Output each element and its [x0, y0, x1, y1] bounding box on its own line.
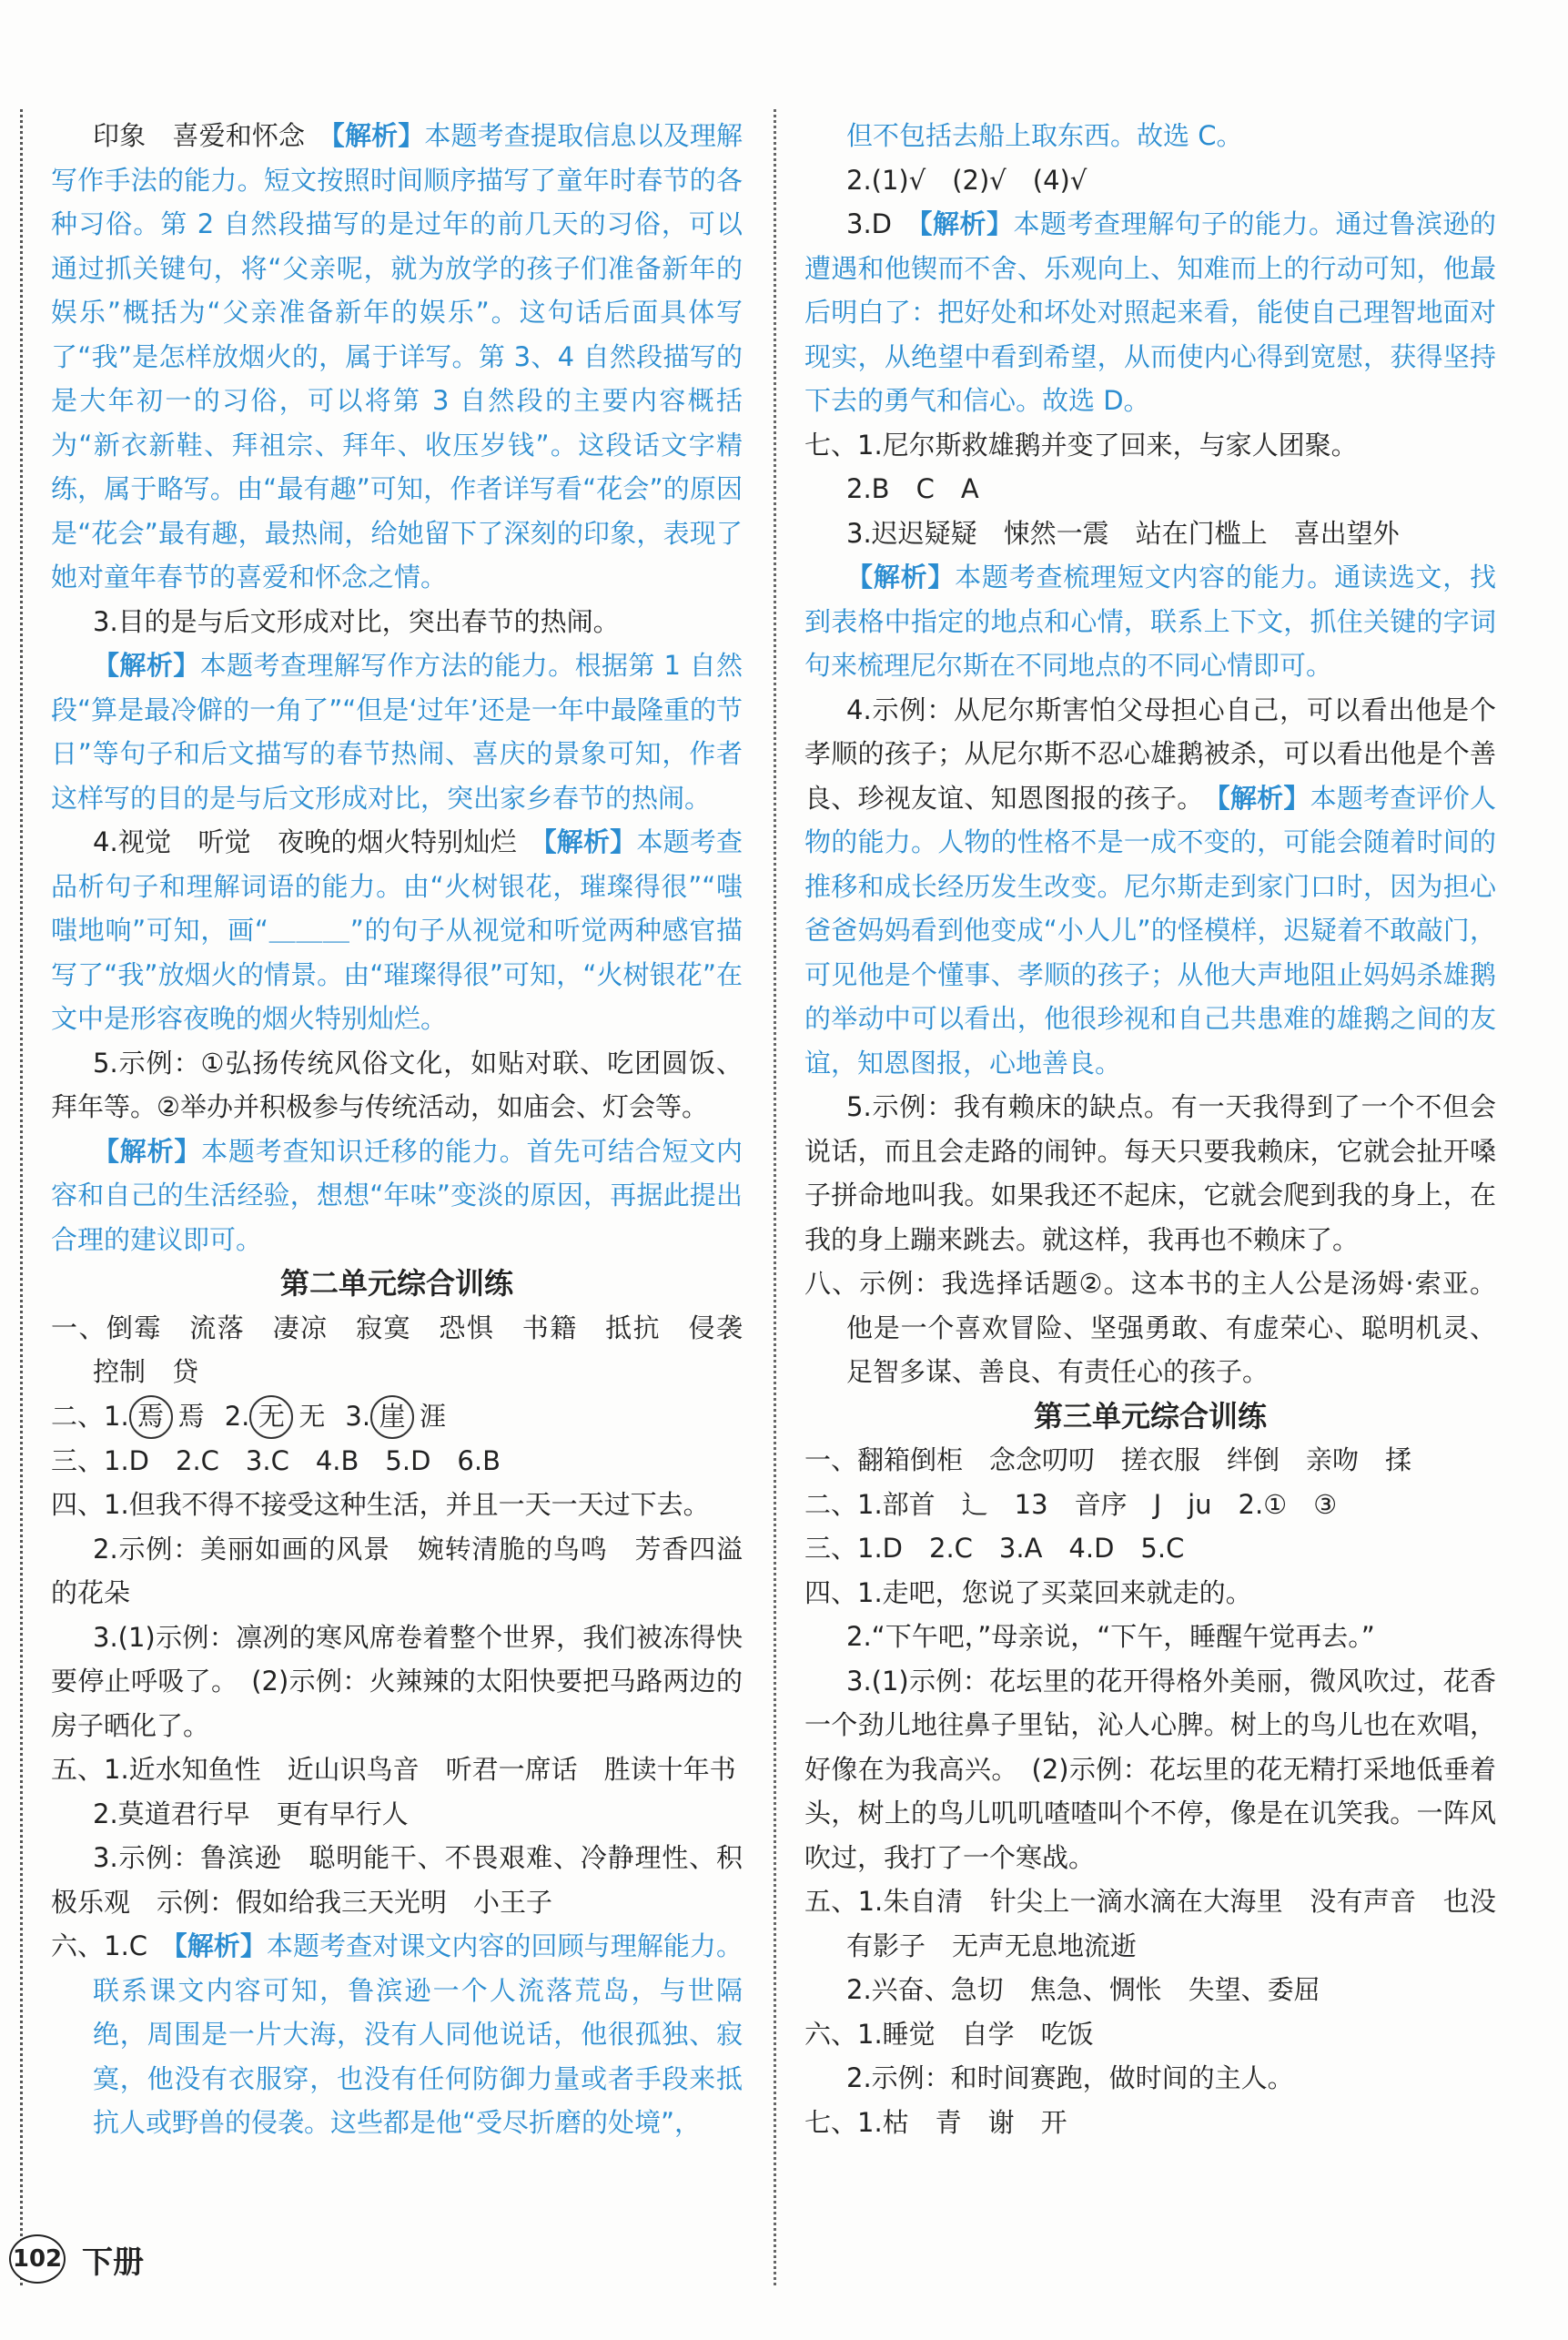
answer-text: 5.示例：我有赖床的缺点。有一天我得到了一个不但会说话，而且会走路的闹钟。每天只要我赖床，它就会扯开嗓子拼命地叫我。如果我还不起床，它就会爬到我的身上，在我的身上蹦来跳去。就这样，我再也不赖床了。	[804, 1091, 1496, 1255]
answer-paragraph	[804, 2101, 1496, 2145]
analysis-tag: 【解析】	[1217, 782, 1310, 814]
answer-prefix: 二、	[51, 1400, 105, 1432]
answer-paragraph	[804, 512, 1496, 556]
answer-paragraph	[51, 1527, 743, 1616]
answer-text: 5.示例：①弘扬传统风俗文化，如贴对联、吃团圆饭、拜年等。②举办并积极参与传统活动，如庙会、灯会等。	[51, 1047, 743, 1122]
analysis-tag: 【解析】	[93, 650, 200, 681]
answer-text: 八、示例：我选择话题②。这本书的主人公是汤姆·索亚。他是一个喜欢冒险、坚强勇敢、有虚荣心、聪明机灵、足智多谋、善良、有责任心的孩子。	[804, 1268, 1496, 1387]
answer-paragraph	[51, 1483, 743, 1527]
answer-character: 涯	[420, 1400, 447, 1432]
answer-text: 3.迟迟疑疑 悚然一震 站在门槛上 喜出望外	[846, 517, 1400, 549]
answer-paragraph	[51, 114, 743, 600]
analysis-text: 本题考查知识迁移的能力。首先可结合短文内容和自己的生活经验，想想“年味”变淡的原因，再据此提出合理的建议即可。	[51, 1135, 743, 1255]
answer-character: 无	[298, 1400, 326, 1432]
analysis-text: 本题考查提取信息以及理解写作手法的能力。短文按照时间顺序描写了童年时春节的各种习俗。第 2 自然段描写的是过年的前几天的习俗，可以通过抓关键句，将“父亲呢，就为放学的孩子们准备新年的娱乐”概括为“父亲准备新年的娱乐”。这句话后面具体写了“我”是怎样放烟火的，属于详写。第 3、4 自然段描写的是大年初一的习俗，可以将第 3 自然段的主要内容概括为“新衣新鞋、拜祖宗、拜年、收压岁钱”。这段话文字精练，属于略写。由“最有趣”可知，作者详写看“花会”的原因是“花会”最有趣，最热闹，给她留下了深刻的印象，表现了她对童年春节的喜爱和怀念之情。	[51, 120, 743, 593]
answer-text: 2.示例：美丽如画的风景 婉转清脆的鸟鸣 芳香四溢的花朵	[51, 1533, 743, 1608]
answer-paragraph	[51, 1439, 743, 1484]
answer-paragraph	[804, 1571, 1496, 1616]
answer-text: 2.兴奋、急切 焦急、惆怅 失望、委屈	[846, 1974, 1320, 2005]
answer-text: 2.“下午吧，”母亲说，“下午，睡醒午觉再去。”	[846, 1621, 1375, 1652]
answer-paragraph	[804, 1085, 1496, 1261]
answer-paragraph	[804, 1526, 1496, 1571]
analysis-tag: 【解析】	[331, 120, 425, 151]
answer-paragraph	[51, 820, 743, 1041]
answer-paragraph	[804, 2012, 1496, 2057]
answer-paragraph	[51, 1616, 743, 1748]
section-title: 第三单元综合训练	[1033, 1398, 1267, 1433]
answer-paragraph	[804, 1659, 1496, 1880]
answer-paragraph	[51, 1129, 743, 1262]
answer-text: 2.莫道君行早 更有早行人	[93, 1798, 409, 1829]
answer-paragraph	[804, 2056, 1496, 2101]
answer-number: 1.	[104, 1400, 129, 1432]
analysis-tag: 【解析】	[543, 826, 637, 857]
answer-text: 3.D	[846, 208, 919, 239]
page-footer	[9, 2234, 144, 2284]
answer-paragraph	[804, 1438, 1496, 1483]
answer-paragraph	[804, 1968, 1496, 2012]
answer-paragraph	[804, 1879, 1496, 1968]
left-margin-dotted-line	[20, 109, 23, 2285]
answer-number: 2.	[224, 1400, 250, 1432]
answer-paragraph	[804, 555, 1496, 688]
answer-paragraph	[804, 1261, 1496, 1394]
answer-text: 三、1.D 2.C 3.C 4.B 5.D 6.B	[51, 1444, 501, 1476]
answer-text: 七、1.枯 青 谢 开	[804, 2106, 1067, 2138]
answer-text: 3.(1)示例：凛冽的寒风席卷着整个世界，我们被冻得快要停止呼吸了。 (2)示例：火辣辣的太阳快要把马路两边的房子晒化了。	[51, 1621, 743, 1741]
answer-paragraph	[51, 1836, 743, 1924]
answer-paragraph	[51, 643, 743, 820]
answer-text: 3.示例：鲁滨逊 聪明能干、不畏艰难、冷静理性、积极乐观 示例：假如给我三天光明 小王子	[51, 1842, 743, 1918]
analysis-text: 但不包括去船上取东西。故选 C。	[846, 120, 1243, 151]
answer-character: 焉	[177, 1400, 205, 1432]
answer-text: 4.示例：从尼尔斯害怕父母担心自己，可以看出他是个孝顺的孩子；从尼尔斯不忍心雄鹅被杀，可以看出他是个善良、珍视友谊、知恩图报的孩子。	[804, 694, 1496, 814]
analysis-tag: 【解析】	[93, 1135, 202, 1167]
answer-text: 四、1.但我不得不接受这种生活，并且一天一天过下去。	[51, 1489, 710, 1520]
answer-text: 四、1.走吧，您说了买菜回来就走的。	[804, 1576, 1252, 1608]
column-divider	[774, 109, 776, 2285]
answer-number: 3.	[345, 1400, 371, 1432]
answer-paragraph	[51, 1792, 743, 1837]
answer-paragraph	[51, 600, 743, 644]
answer-text: 六、1.睡觉 自学 吃饭	[804, 2018, 1094, 2050]
answer-paragraph	[804, 1615, 1496, 1659]
answer-line-circled	[51, 1394, 743, 1439]
answer-text: 2.示例：和时间赛跑，做时间的主人。	[846, 2062, 1294, 2093]
answer-text: 七、1.尼尔斯救雄鹅并变了回来，与家人团聚。	[804, 429, 1358, 461]
analysis-text: 本题考查理解句子的能力。通过鲁滨逊的遭遇和他锲而不舍、乐观向上、知难而上的行动可知，他最后明白了：把好处和坏处对照起来看，能使自己理智地面对现实，从绝望中看到希望，从而使内心得到宽慰，获得坚持下去的勇气和信心。故选 D。	[804, 208, 1496, 416]
answer-paragraph	[804, 114, 1496, 158]
answer-text: 五、1.近水知鱼性 近山识鸟音 听君一席话 胜读十年书	[51, 1754, 736, 1785]
answer-text: 2.B C A	[846, 473, 979, 504]
answer-text: 2.(1)√ (2)√ (4)√	[846, 164, 1087, 196]
answer-paragraph	[804, 1483, 1496, 1527]
answer-text: 3.(1)示例：花坛里的花开得格外美丽，微风吹过，花香一个劲儿地往鼻子里钻，沁人心脾。树上的鸟儿也在欢唱，好像在为我高兴。 (2)示例：花坛里的花无精打采地低垂着头，树上的鸟儿叽叽喳喳叫个不停，像是在讥笑我。一阵风吹过，我打了一个寒战。	[804, 1665, 1496, 1873]
analysis-text: 本题考查对课文内容的回顾与理解能力。联系课文内容可知，鲁滨逊一个人流落荒岛，与世隔绝，周围是一片大海，没有人同他说话，他很孤独、寂寞，他没有衣服穿，也没有任何防御力量或者手段来抵抗人或野兽的侵袭。这些都是他“受尽折磨的处境”，	[93, 1930, 743, 2138]
answer-text: 印象 喜爱和怀念	[93, 120, 332, 151]
answer-paragraph	[51, 1747, 743, 1792]
answer-paragraph	[804, 688, 1496, 1086]
answer-text: 五、1.朱自清 针尖上一滴水滴在大海里 没有声音 也没有影子 无声无息地流逝	[804, 1886, 1496, 1961]
analysis-text: 本题考查理解写作方法的能力。根据第 1 自然段“算是最冷僻的一角了”“但是‘过年’还是一年中最隆重的节日”等句子和后文描写的春节热闹、喜庆的景象可知，作者这样写的目的是与后文形成对比，突出家乡春节的热闹。	[51, 650, 743, 814]
section-title: 第二单元综合训练	[279, 1266, 513, 1301]
analysis-tag: 【解析】	[919, 208, 1014, 239]
answer-paragraph	[804, 423, 1496, 468]
answer-paragraph	[51, 1041, 743, 1129]
analysis-tag: 【解析】	[174, 1930, 267, 1961]
circled-character: 崖	[370, 1395, 414, 1439]
answer-paragraph	[51, 1306, 770, 1394]
answer-paragraph	[804, 158, 1496, 203]
circled-character: 无	[249, 1395, 293, 1439]
page-number: 102	[9, 2234, 66, 2284]
right-column	[804, 114, 1496, 2144]
analysis-tag: 【解析】	[846, 562, 956, 593]
analysis-text: 本题考查品析句子和理解词语的能力。由“火树银花，璀璨得很”“嗤嗤地响”可知，画“＿＿＿”的句子从视觉和听觉两种感官描写了“我”放烟火的情景。由“璀璨得很”可知，“火树银花”在文中是形容夜晚的烟火特别灿烂。	[51, 826, 743, 1034]
volume-label: 下册	[82, 2244, 144, 2281]
answer-text: 二、1.部首 辶 13 音序 J ju 2.① ③	[804, 1488, 1338, 1520]
analysis-text: 本题考查评价人物的能力。人物的性格不是一成不变的，可能会随着时间的推移和成长经历发生改变。尼尔斯走到家门口时，因为担心爸爸妈妈看到他变成“小人儿”的怪模样，迟疑着不敢敲门，可见他是个懂事、孝顺的孩子；从他大声地阻止妈妈杀雄鹅的举动中可以看出，他很珍视和自己共患难的雄鹅之间的友谊，知恩图报，心地善良。	[804, 782, 1496, 1079]
analysis-text: 本题考查梳理短文内容的能力。通读选文，找到表格中指定的地点和心情，联系上下文，抓住关键的字词句来梳理尼尔斯在不同地点的不同心情即可。	[804, 562, 1496, 681]
answer-text: 六、1.C	[51, 1930, 175, 1961]
answer-text: 3.目的是与后文形成对比，突出春节的热闹。	[93, 605, 620, 637]
answer-paragraph	[51, 1924, 743, 2145]
answer-paragraph	[804, 202, 1496, 423]
answer-text: 三、1.D 2.C 3.A 4.D 5.C	[804, 1533, 1185, 1564]
left-column	[51, 114, 770, 2145]
answer-paragraph	[804, 467, 1496, 512]
circled-character: 焉	[129, 1395, 173, 1439]
answer-text: 一、倒霉 流落 凄凉 寂寞 恐惧 书籍 抵抗 侵袭 控制 贷	[51, 1312, 770, 1387]
answer-text: 一、翻箱倒柜 念念叨叨 搓衣服 绊倒 亲吻 揉	[804, 1444, 1412, 1475]
answer-text: 4.视觉 听觉 夜晚的烟火特别灿烂	[93, 826, 544, 857]
